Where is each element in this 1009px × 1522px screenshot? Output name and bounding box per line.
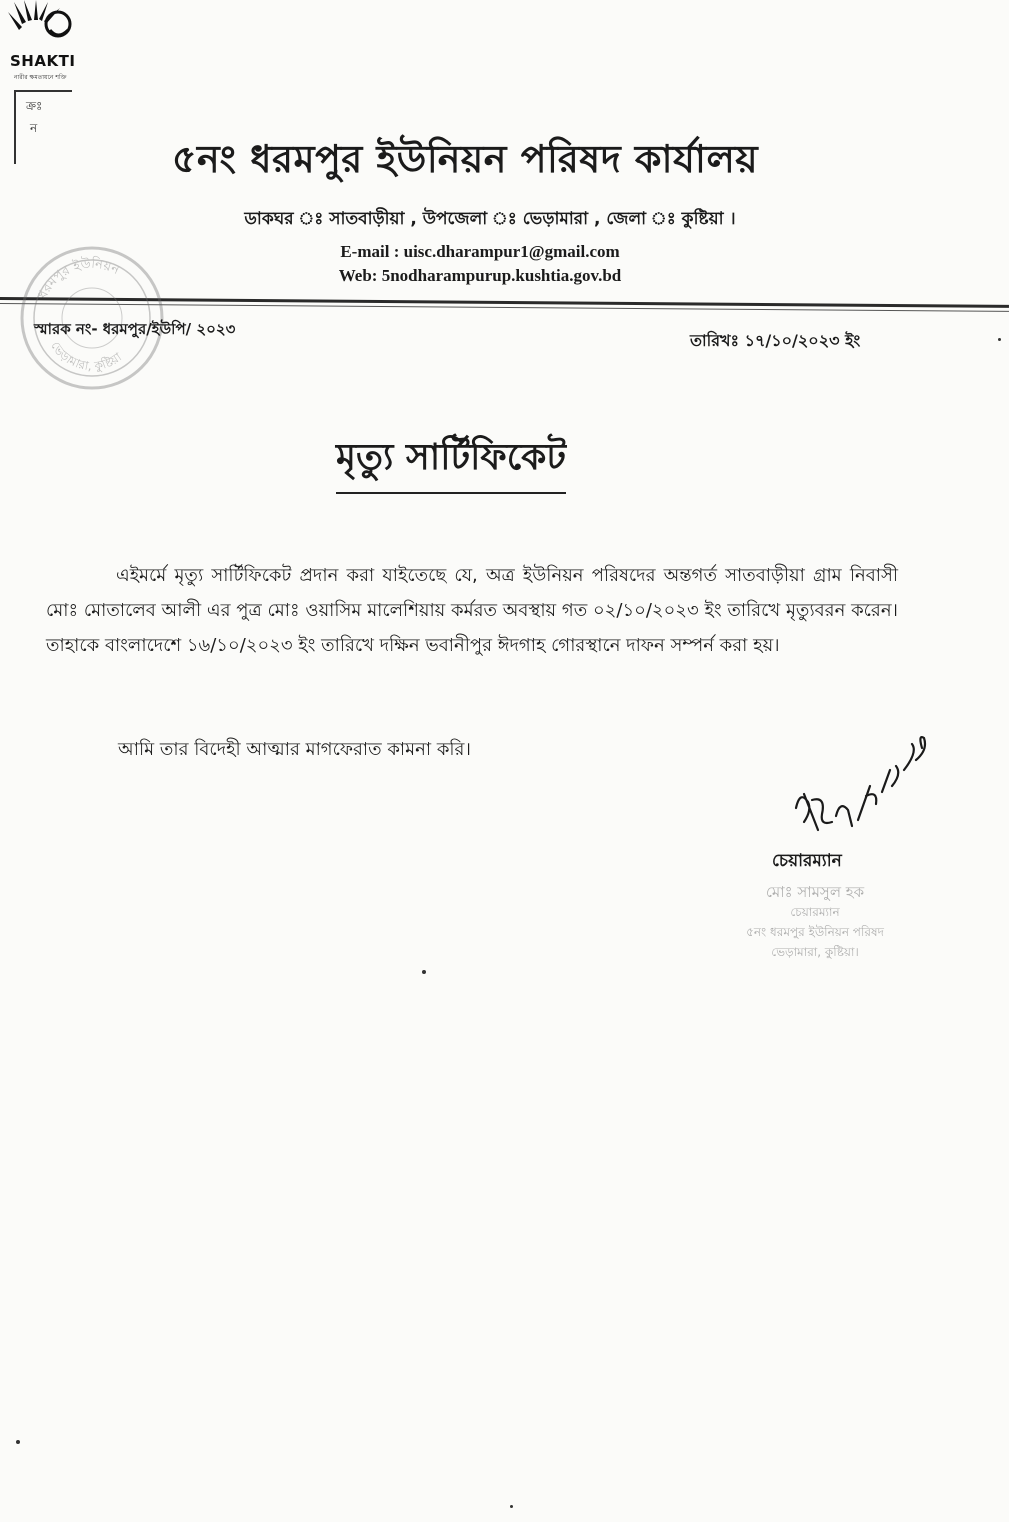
closing-line: আমি তার বিদেহী আত্মার মাগফেরাত কামনা করি। <box>118 739 471 760</box>
speck <box>998 338 1001 341</box>
office-email: E-mail : uisc.dharampur1@gmail.com <box>340 242 620 261</box>
memo-number: স্মারক নং- ধরমপুর/ইউপি/ ২০২৩ <box>34 320 236 338</box>
seal-bottom-text: ভেড়ামারা, কুষ্টিয়া <box>48 338 125 374</box>
stamp-title: চেয়ারম্যান <box>790 905 840 919</box>
chairman-label: চেয়ারম্যান <box>772 851 842 871</box>
seal-top-text: ধরমপুর ইউনিয়ন <box>35 256 122 302</box>
margin-note: ক্রঃ <box>26 99 43 113</box>
handwritten-signature-icon <box>778 730 938 850</box>
office-address: ডাকঘর ঃ সাতবাড়ীয়া , উপজেলা ঃ ভেড়ামারা , জেলা ঃ কুষ্টিয়া । <box>244 209 736 229</box>
speck <box>422 970 426 974</box>
margin-note-2: ন <box>30 121 38 135</box>
brand-tagline: নারীর ক্ষমতায়নে শক্তি <box>14 74 67 81</box>
brand-name: SHAKTI <box>10 52 76 70</box>
speck <box>16 1440 20 1444</box>
office-title: ৫নং ধরমপুর ইউনিয়ন পরিষদ কার্যালয় <box>171 137 759 181</box>
speck <box>510 1505 513 1508</box>
office-web: Web: 5nodharampurup.kushtia.gov.bd <box>338 266 622 285</box>
stamp-name: মোঃ সামসুল হক <box>765 883 865 901</box>
certificate-body-text: এইমর্মে মৃত্যু সার্টিফিকেট প্রদান করা যাইতেছে যে, অত্র ইউনিয়ন পরিষদের অন্তগর্ত সাতবাড়ীয়া গ্রাম নিবাসী মোঃ মোতালেব আলী এর পুত্র মোঃ ওয়াসিম মালেশিয়ায় কর্মরত অবস্থায় গত ০২/১০/২০২৩ ইং তারিখে মৃত্যুবরন করেন। তাহাকে বাংলাদেশে ১৬/১০/২০২৩ ইং তারিখে দক্ষিন ভবানীপুর ঈদগাহ গোরস্থানে দাফন সম্পর্ন করা হয়। <box>46 565 898 656</box>
stamp-location: ভেড়ামারা, কুষ্টিয়া। <box>771 945 859 959</box>
stamp-office: ৫নং ধরমপুর ইউনিয়ন পরিষদ <box>746 925 884 939</box>
certificate-body <box>46 558 898 663</box>
memo-date: তারিখঃ ১৭/১০/২০২৩ ইং <box>690 331 861 350</box>
certificate-title: মৃত্যু সার্টিফিকেট <box>336 430 566 494</box>
chairman-stamp <box>700 882 930 962</box>
svg-text:ভেড়ামারা, কুষ্টিয়া <box>48 339 124 374</box>
